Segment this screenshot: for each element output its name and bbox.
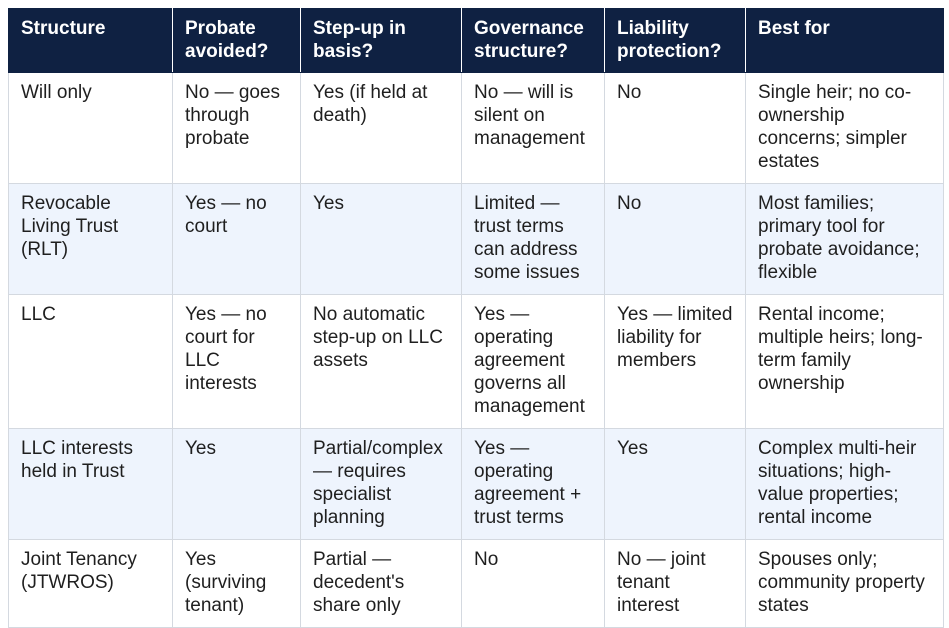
table-row <box>9 295 944 429</box>
cell-probate-avoided: Yes — no court for LLC interests <box>173 295 301 429</box>
table-row <box>9 73 944 184</box>
cell-probate-avoided: Yes — no court <box>173 184 301 295</box>
table-row <box>9 184 944 295</box>
cell-best-for: Single heir; no co-ownership concerns; simpler estates <box>746 73 944 184</box>
cell-probate-avoided: Yes <box>173 429 301 540</box>
table-row <box>9 429 944 540</box>
cell-step-up-basis: Partial/complex — requires specialist planning <box>301 429 462 540</box>
cell-step-up-basis: Yes (if held at death) <box>301 73 462 184</box>
header-liability-protection: Liability protection? <box>605 9 746 73</box>
header-row <box>9 9 944 73</box>
cell-best-for: Most families; primary tool for probate avoidance; flexible <box>746 184 944 295</box>
comparison-table <box>8 8 944 628</box>
header-step-up-basis: Step-up in basis? <box>301 9 462 73</box>
table-row <box>9 540 944 628</box>
cell-best-for: Rental income; multiple heirs; long-term family ownership <box>746 295 944 429</box>
header-probate-avoided: Probate avoided? <box>173 9 301 73</box>
cell-structure: Revocable Living Trust (RLT) <box>9 184 173 295</box>
header-best-for: Best for <box>746 9 944 73</box>
cell-structure: Will only <box>9 73 173 184</box>
cell-governance-structure: Yes — operating agreement governs all management <box>462 295 605 429</box>
cell-liability-protection: No — joint tenant interest <box>605 540 746 628</box>
cell-governance-structure: Yes — operating agreement + trust terms <box>462 429 605 540</box>
cell-probate-avoided: No — goes through probate <box>173 73 301 184</box>
cell-liability-protection: No <box>605 184 746 295</box>
cell-governance-structure: No — will is silent on management <box>462 73 605 184</box>
cell-structure: LLC interests held in Trust <box>9 429 173 540</box>
table-header <box>9 9 944 73</box>
cell-step-up-basis: Yes <box>301 184 462 295</box>
header-governance-structure: Governance structure? <box>462 9 605 73</box>
cell-liability-protection: No <box>605 73 746 184</box>
cell-step-up-basis: Partial — decedent's share only <box>301 540 462 628</box>
cell-best-for: Complex multi-heir situations; high-value properties; rental income <box>746 429 944 540</box>
cell-structure: LLC <box>9 295 173 429</box>
cell-best-for: Spouses only; community property states <box>746 540 944 628</box>
cell-step-up-basis: No automatic step-up on LLC assets <box>301 295 462 429</box>
cell-liability-protection: Yes <box>605 429 746 540</box>
table-body <box>9 73 944 628</box>
cell-liability-protection: Yes — limited liability for members <box>605 295 746 429</box>
header-structure: Structure <box>9 9 173 73</box>
cell-governance-structure: No <box>462 540 605 628</box>
cell-governance-structure: Limited — trust terms can address some issues <box>462 184 605 295</box>
cell-probate-avoided: Yes (surviving tenant) <box>173 540 301 628</box>
cell-structure: Joint Tenancy (JTWROS) <box>9 540 173 628</box>
